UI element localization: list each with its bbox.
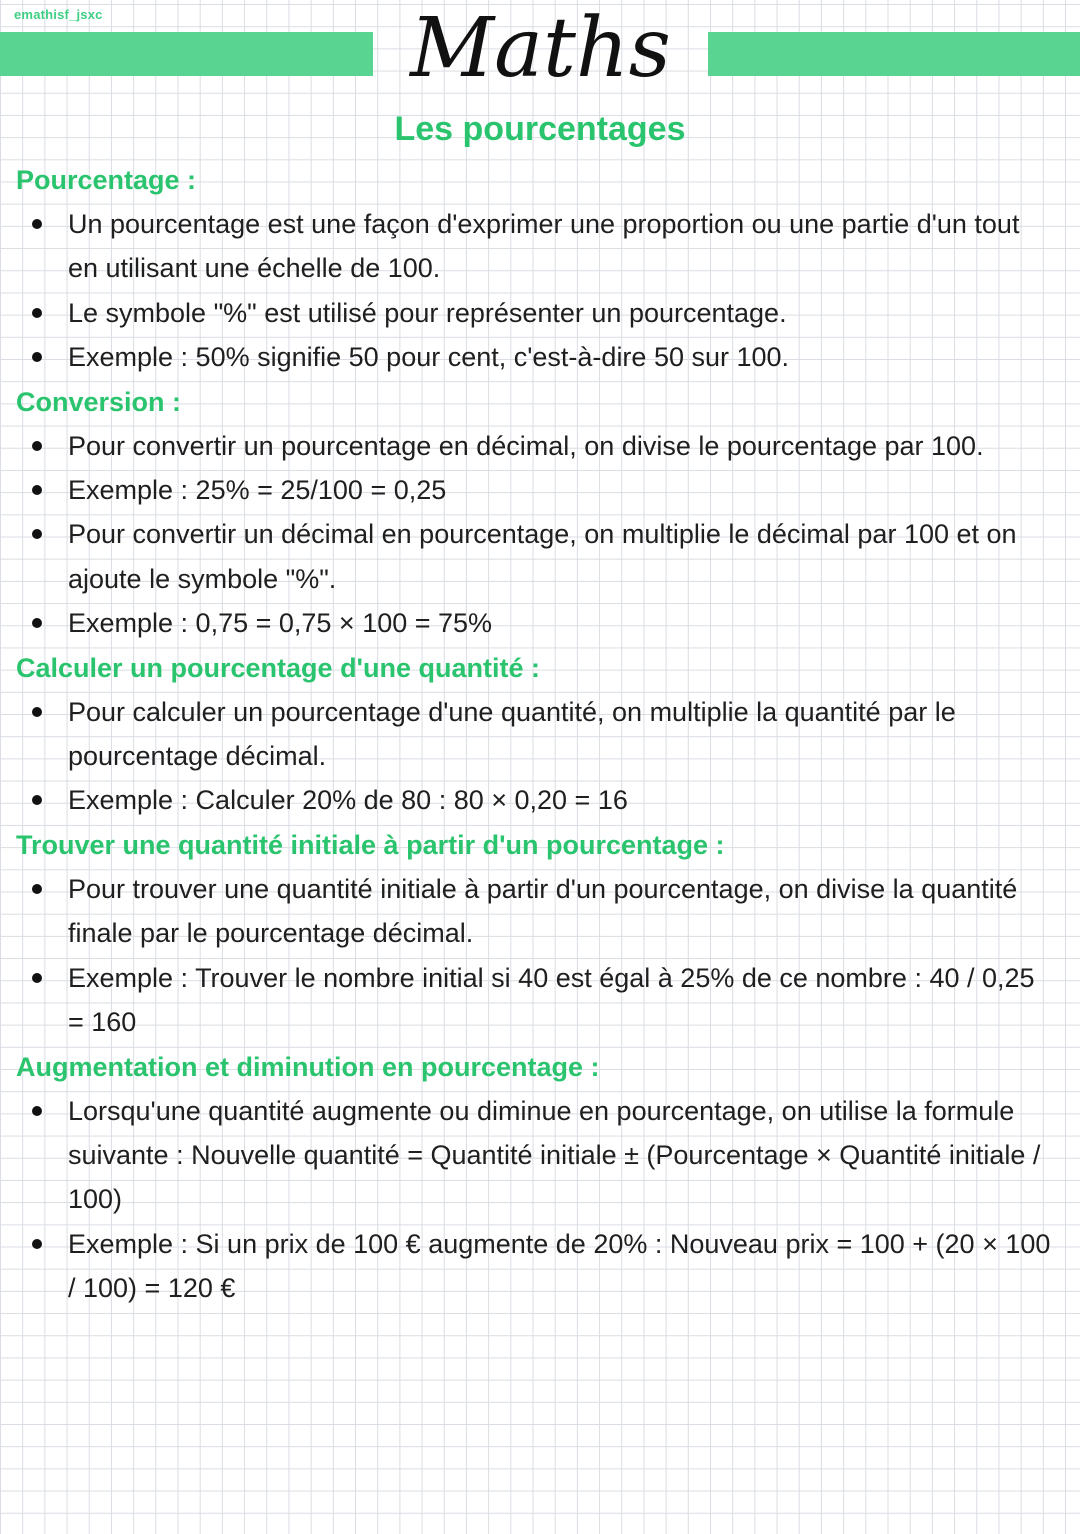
- list-item: Lorsqu'une quantité augmente ou diminue en pourcentage, on utilise la formule suivante : Nouvelle quantité = Quantité initiale ± (Pourcentage × Quantité initiale / 100): [16, 1089, 1056, 1222]
- bullet-list: [16, 202, 1056, 380]
- section-title: Trouver une quantité initiale à partir d'un pourcentage :: [16, 829, 725, 860]
- list-item: Exemple : Si un prix de 100 € augmente de 20% : Nouveau prix = 100 + (20 × 100 / 100) = 120 €: [16, 1222, 1056, 1311]
- watermark: emathisf_jsxc: [14, 7, 103, 22]
- section-title: Conversion :: [16, 386, 182, 417]
- list-item: Exemple : Calculer 20% de 80 : 80 × 0,20 = 16: [16, 778, 1056, 822]
- list-item: Le symbole "%" est utilisé pour représenter un pourcentage.: [16, 291, 1056, 335]
- header-band-left: [0, 32, 373, 76]
- list-item: Pour trouver une quantité initiale à partir d'un pourcentage, on divise la quantité finale par le pourcentage décimal.: [16, 867, 1056, 956]
- section-trouver: [16, 823, 1056, 1045]
- notes-content: [16, 158, 1056, 1311]
- bullet-list: [16, 424, 1056, 646]
- list-item: Pour calculer un pourcentage d'une quantité, on multiplie la quantité par le pourcentage décimal.: [16, 690, 1056, 779]
- section-augmentation: [16, 1045, 1056, 1311]
- list-item: Exemple : 25% = 25/100 = 0,25: [16, 468, 1056, 512]
- list-item: Pour convertir un pourcentage en décimal, on divise le pourcentage par 100.: [16, 424, 1056, 468]
- section-calculer: [16, 646, 1056, 823]
- section-title: Pourcentage :: [16, 165, 197, 195]
- section-pourcentage: [16, 158, 1056, 380]
- list-item: Exemple : 50% signifie 50 pour cent, c'est-à-dire 50 sur 100.: [16, 335, 1056, 379]
- list-item: Exemple : 0,75 = 0,75 × 100 = 75%: [16, 601, 1056, 645]
- page-subtitle: Les pourcentages: [394, 110, 686, 148]
- list-item: Exemple : Trouver le nombre initial si 40 est égal à 25% de ce nombre : 40 / 0,25 = 160: [16, 956, 1056, 1045]
- bullet-list: [16, 867, 1056, 1045]
- section-conversion: [16, 380, 1056, 646]
- bullet-list: [16, 1089, 1056, 1311]
- section-title: Calculer un pourcentage d'une quantité :: [16, 652, 540, 683]
- section-title: Augmentation et diminution en pourcentage :: [16, 1051, 600, 1082]
- header-band-right: [708, 32, 1080, 76]
- bullet-list: [16, 690, 1056, 823]
- list-item: Pour convertir un décimal en pourcentage, on multiplie le décimal par 100 et on ajoute le symbole "%".: [16, 512, 1056, 601]
- list-item: Un pourcentage est une façon d'exprimer une proportion ou une partie d'un tout en utilisant une échelle de 100.: [16, 202, 1056, 291]
- page-title: Maths: [410, 1, 671, 96]
